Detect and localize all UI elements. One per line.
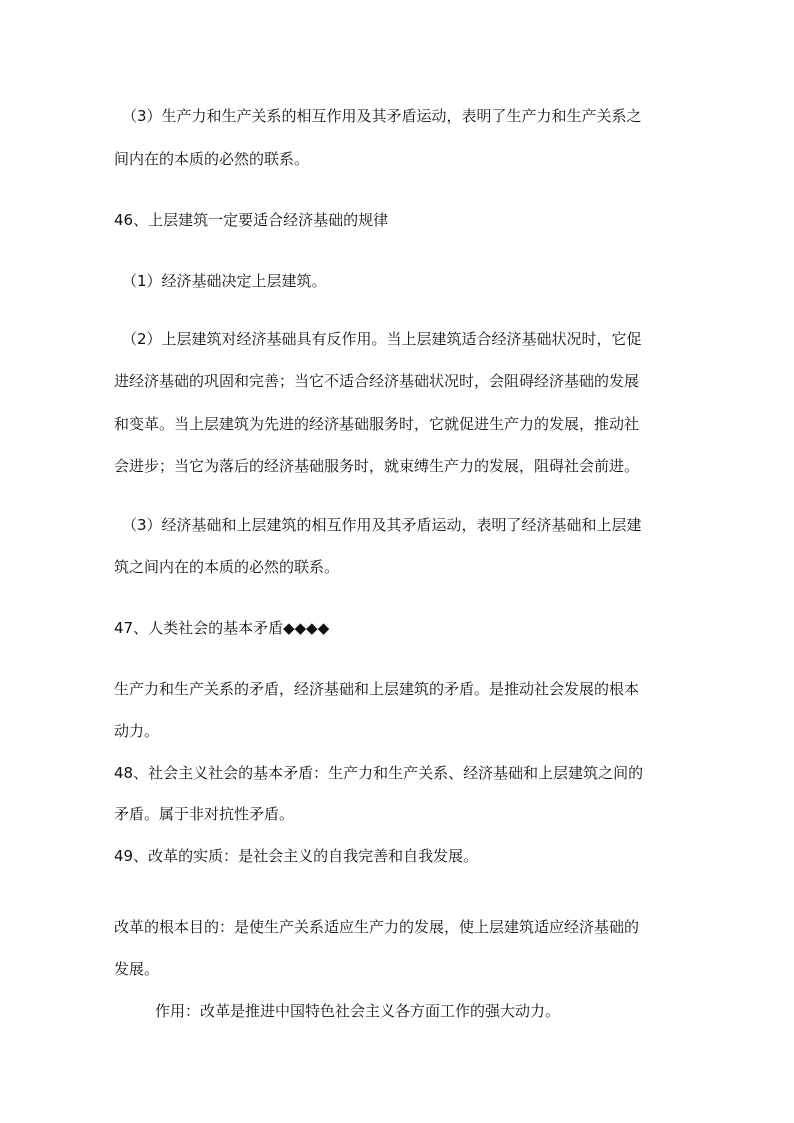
text-line: 动力。 xyxy=(114,722,160,740)
text-line: 和变革。当上层建筑为先进的经济基础服务时，它就促进生产力的发展，推动社 xyxy=(114,415,640,433)
text-line: 作用：改革是推进中国特色社会主义各方面工作的强大动力。 xyxy=(155,1002,561,1020)
text-line: （3）生产力和生产关系的相互作用及其矛盾运动，表明了生产力和生产关系之 xyxy=(122,107,642,125)
section-heading: 49、改革的实质：是社会主义的自我完善和自我发展。 xyxy=(114,847,479,865)
text-line: （3）经济基础和上层建筑的相互作用及其矛盾运动，表明了经济基础和上层建 xyxy=(122,516,642,534)
text-line: 改革的根本目的：是使生产关系适应生产力的发展，使上层建筑适应经济基础的 xyxy=(114,918,640,936)
section-heading: 48、社会主义社会的基本矛盾：生产力和生产关系、经济基础和上层建筑之间的 xyxy=(114,764,644,782)
section-heading: 47、人类社会的基本矛盾◆◆◆◆ xyxy=(114,619,330,637)
text-line: 矛盾。属于非对抗性矛盾。 xyxy=(114,805,295,823)
text-line: 生产力和生产关系的矛盾，经济基础和上层建筑的矛盾。是推动社会发展的根本 xyxy=(114,680,640,698)
text-line: 间内在的本质的必然的联系。 xyxy=(114,150,310,168)
text-line: 进经济基础的巩固和完善；当它不适合经济基础状况时，会阻碍经济基础的发展 xyxy=(114,372,640,390)
text-line: （2）上层建筑对经济基础具有反作用。当上层建筑适合经济基础状况时，它促 xyxy=(122,330,642,348)
text-line: 筑之间内在的本质的必然的联系。 xyxy=(114,558,340,576)
section-heading: 46、上层建筑一定要适合经济基础的规律 xyxy=(114,211,389,229)
text-line: 发展。 xyxy=(114,960,160,978)
text-line: 会进步；当它为落后的经济基础服务时，就束缚生产力的发展，阻碍社会前进。 xyxy=(114,457,640,475)
text-line: （1）经济基础决定上层建筑。 xyxy=(122,272,327,290)
